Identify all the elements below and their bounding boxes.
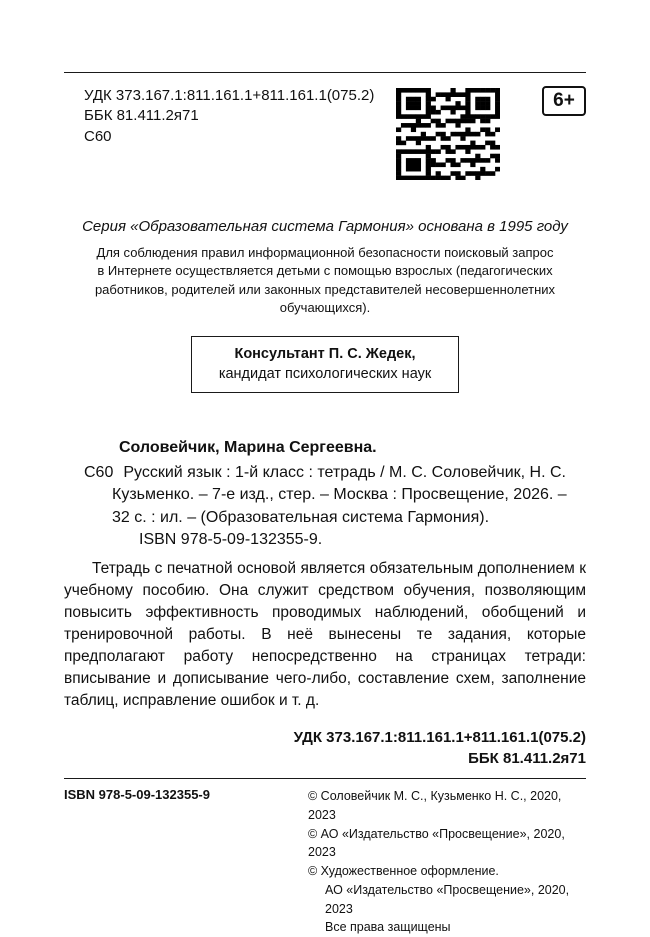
series-note: Серия «Образовательная система Гармония» основана в 1995 году (82, 218, 568, 235)
bbk-code: ББК 81.411.2я71 (84, 107, 199, 125)
copyright-line: © Соловейчик М. С., Кузьменко Н. С., 2020, 2023 (308, 789, 562, 822)
copyright-line: © АО «Издательство «Просвещение», 2020, 2023 (308, 826, 565, 860)
classification-codes (84, 86, 396, 147)
author-sign-code: С60 (84, 127, 112, 145)
consultant-box (191, 336, 459, 394)
isbn-line: ISBN 978-5-09-132355-9. (139, 530, 323, 548)
catalog-code: С60 (84, 464, 114, 482)
udk-code: УДК 373.167.1:811.161.1+811.161.1(075.2) (84, 87, 375, 104)
safety-notice: Для соблюдения правил информационной безопасности поисковый запрос в Интернете осуществляется детьми с помощью взрослых (педагогических работников, родителей или законных представителей несовершеннолетних обучающихся). (94, 245, 556, 316)
copyright-block (308, 787, 586, 937)
consultant-title: кандидат психологических наук (218, 366, 432, 383)
author-heading: Соловейчик, Марина Сергеевна. (119, 439, 377, 457)
age-rating-badge: 6+ (542, 86, 586, 116)
bibliographic-entry (84, 462, 586, 528)
top-rule (64, 72, 586, 73)
bbk-footer: ББК 81.411.2я71 (468, 750, 586, 768)
bottom-rule (64, 778, 586, 779)
copyright-line: АО «Издательство «Просвещение», 2020, 2023 (325, 882, 570, 916)
consultant-name: Консультант П. С. Жедек, (234, 345, 416, 362)
bibliography-text: Русский язык : 1-й класс : тетрадь / М. С. Соловейчик, Н. С. Кузьменко. – 7-е изд., стер. – Москва : Просвещение, 2026. – 32 с. : ил. – (Образовательная система Гармония). (112, 464, 567, 526)
isbn-footer: ISBN 978-5-09-132355-9 (64, 787, 210, 803)
imprint-header (64, 86, 586, 180)
copyright-line: © Художественное оформление. (308, 864, 499, 879)
codes-footer (64, 727, 586, 769)
annotation: Тетрадь с печатной основой является обязательным дополнением к учебному пособию. Она служит средством обучения, позволяющим повысить эффективность проводимых наблюдений, обобщений и тренировочной работы. В неё вынесены те задания, которые предполагают работу непосредственно на страницах тетради: вписывание и дописывание чего-либо, составление схем, заполнение таблиц, исправление ошибок и т. д. (64, 559, 586, 709)
udk-footer: УДК 373.167.1:811.161.1+811.161.1(075.2) (293, 729, 586, 747)
imprint-footer (64, 787, 586, 937)
qr-code-icon (396, 88, 500, 180)
copyright-line: Все права защищены (325, 920, 451, 935)
